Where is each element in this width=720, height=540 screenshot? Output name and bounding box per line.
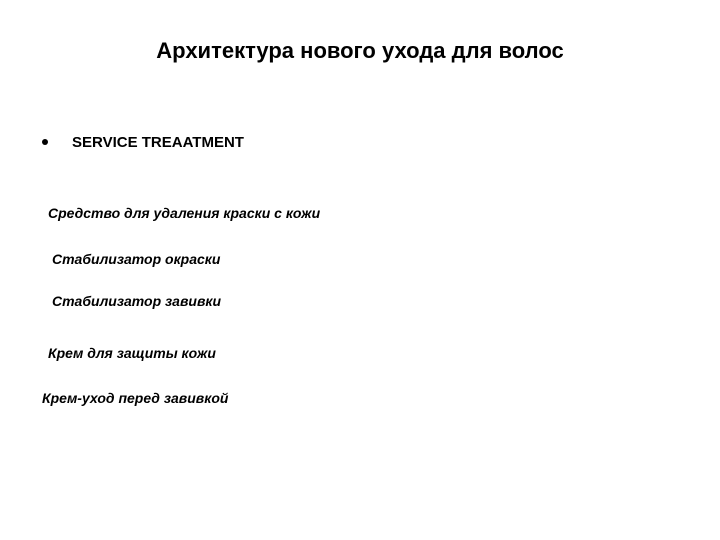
bullet-row: [42, 131, 244, 153]
bullet-dot-icon: [42, 139, 48, 145]
product-item: Крем-уход перед завивкой: [42, 390, 229, 406]
bullet-text: SERVICE TREAATMENT: [72, 133, 244, 151]
slide-title: Архитектура нового ухода для волос: [156, 38, 564, 63]
product-item: Стабилизатор окраски: [52, 251, 221, 267]
product-item: Средство для удаления краски с кожи: [48, 205, 321, 221]
product-item: Крем для защиты кожи: [48, 345, 216, 361]
product-item: Стабилизатор завивки: [52, 293, 222, 309]
